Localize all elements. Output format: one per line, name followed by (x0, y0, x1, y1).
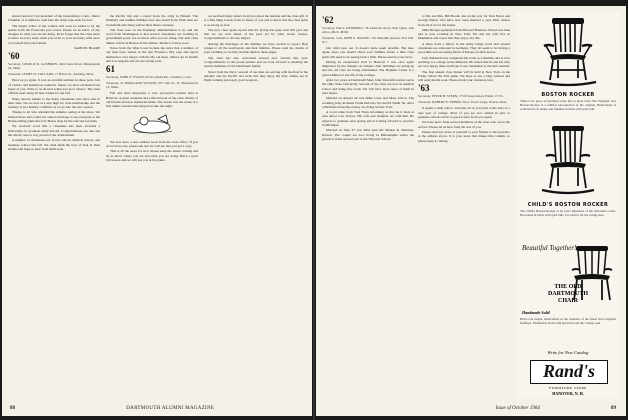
old-dartmouth-chair-title: THE OLD DARTMOUTH CHAIR (547, 284, 589, 304)
class-heading-62: '62 (322, 15, 334, 25)
dartmouth-chair-description: Hard rock maple, handcrafted in the tradition of the finest New England furniture. Finished in black with gold trim and the College seal. (520, 317, 616, 325)
paragraph: Our third year out. It doesn't quite seem possible. But here again, news you should check your families about; a little class spirit will need to be seeing back a little. Please send us your news. (322, 46, 414, 59)
paragraph: we received many letters from you about the reunion and the class gift. It is a fine thing to hear from so many of you and to know that the class spirit is as strong as ever. (204, 14, 308, 27)
paragraph: During an exceptional visit to Hanover I was once again impressed by the changes on campus. New buildings are going up and the old ones are being refurbished. The Hopkins Center is a great addition to the life of the College. (322, 59, 414, 77)
paragraph: The first annual class dinner will be held in New York on the Friday before the Yale game. We hope to see a large turnout and will send details soon. Please mark your calendars now. (418, 69, 510, 83)
paragraph: Mike Hodges graduated from Harvard Business School last June and is now working in New York. He and his wife live in Manhattan and report that they enjoy city life. (418, 27, 510, 41)
rands-advertisement (516, 12, 620, 398)
handmade-label: Handmade Solid (522, 310, 550, 315)
paragraph: That is all the news for now. Please keep the letters coming and let us know where you are and what you are doing. Have a good fall season and we will see you at the game. (106, 149, 198, 162)
secretary-line: Secretary, PAUL WEINBERG, 58 Anderson Road, East Quad, Ann Arbor, Mich. 48104 (322, 26, 414, 34)
secretary-line: Secretary, JOHN N. EVANS, 84 Woodland Rd., Cheshire, Conn. (106, 75, 192, 80)
paragraph: Among the marriages of the summer we have several to report. Best wishes to all the newlyweds and their families. Please send the details of your wedding so we may include them in these pages. (204, 41, 308, 55)
paragraph: News from the Navy: several of our men are serving with the fleet in the Atlantic and the Pacific and write that they enjoy the duty. Others are in flight training and report good progress. (204, 69, 308, 83)
page-folio-left (10, 406, 300, 411)
paragraph: The class note on the Kennedy administration is in, and the word from Washington is that several classmates are working in government posts. Let us know what you are doing. Our next class dinner will be in Boston in November, details to follow soon. (106, 27, 198, 45)
paragraph: Many sincere thanks to the many classmates who have sent in their dues. We are now at a new high for class membership and the treasury is in a healthy condition as we go into the new season. (8, 96, 100, 110)
treasurer-line: Treasurer, ROBERT E. WEBER, Navy Travel Large, Natick, Mass. (418, 100, 508, 105)
paragraph: A number of classmates are in law school, medical school, and business school this fall. We wish them the best of luck in their studies and hope to hear from them soon. (8, 138, 100, 151)
column-3 (204, 14, 308, 386)
paragraph: Jack Weinstein has completed his work at Columbia and is now teaching at a college in the Midwest. He writes that he and his wife are very happy there and hope to see classmates at the next reunion. (418, 55, 510, 69)
paragraph: The bright orders of the women will soon be added to by the sparks from the Franconia post boxes. Please let us know of any changes in what you are all doing. Don't forget that the class news is better in every issue when you write to your secretary with news of yourself and your friends. (8, 23, 100, 45)
paragraph: Notes from the West Coast include the news that a number of our men have settled in the San Francisco Bay area and report themselves very happy with the life out there. Others are in Seattle and Los Angeles and are also doing well. (106, 46, 198, 63)
class-heading-63: '63 (418, 83, 430, 94)
store-type: FURNITURE STORE (549, 386, 587, 390)
treasurer-line: Treasurer, D. KIRKLAND WILSON, 627 Oak St., St. Minneapolis 14, Minn. (106, 81, 198, 90)
class-heading-61: 61 (106, 64, 115, 75)
paragraph: We have news from several members of the class who are in the service. Please let us hear from the rest of you. (418, 120, 510, 129)
column-2 (418, 14, 510, 386)
paragraph: to Mr. and Mrs. Bill Booth, and on the way for Tom Ferrer and George Bellos who have now been married a year. Best wishes from all of us for the future. (418, 14, 510, 27)
paragraph: Thanks to all who attended the summer outing at the shore. We missed those who could not attend and hope to see everyone at the Homecoming game this fall. Please drop by the tent and say hello. (8, 110, 100, 124)
signature: SAMUEL BLAKE (74, 46, 100, 51)
childs-rocker-image (540, 124, 604, 198)
secretary-line: Secretary, GEORGE R. GOSHORN, 2424 Lake Road, Minneapolis 24, Minn. (8, 62, 100, 71)
secretary-line: Secretary, PETER H. STERN, 1750 Chapel Road, Elkins 17, Pa. (418, 94, 504, 99)
paragraph: After two years at Dartmouth Med, John Schwamb started out in the Ohio State University. Several of the class are now in medical school and doing fine work. We will have more news of them in later issues. (322, 78, 414, 95)
paragraph: Here we go again. It was an eventful summer in these parts, lots of visitors and hometown reunions. Surely we have all heard from many of you. Write to us about it when you get a chance. The class officers send along all best wishes for the fall. (8, 78, 100, 96)
cartoon-illustration (106, 111, 198, 136)
right-page (316, 6, 626, 416)
boston-rocker-description: There is no piece of furniture today that is more truly New England. Our Boston Rocker is a faithful reproduction of the original. Hand-made of solid hard rock maple and finished in black with gold trim. (520, 99, 616, 111)
paragraph: The class has also welcomed several new arrivals this year. Congratulations to the proud parents and we look forward to meeting the newest members of the Dartmouth family. (204, 55, 308, 69)
boston-rocker-caption: BOSTON ROCKER (541, 92, 595, 98)
column-1 (8, 14, 100, 386)
paragraph: The new class agent reports that the giving has gone well this year and that we are well ahead of the pace set by other recent classes. Congratulations to all who helped. (204, 27, 308, 41)
paragraph: Please send any news of yourself or your friends to the secretary at the address above. It is your news that makes this column, so please keep it coming. (418, 129, 510, 143)
rands-logo: Rand's (530, 360, 608, 384)
left-page (2, 6, 312, 416)
page-number: 89 (611, 406, 616, 411)
paragraph: We now have a new address book from the class office. If you do not have one, please ask and we will see that you get a copy. (106, 139, 198, 149)
paragraph: Fall and most important, a very successful reunion held at Hanover. A great weekend and a fine turnout of the class. Plenty of old friends and new memories made. The Green was the scene of a fine dinner and the band played on into the night. (106, 91, 198, 109)
paragraph: It seems a little odd to welcome all of you back at the start of a new year of college. Most of you are now settled in jobs or graduate schools and it is good to hear from you again. (418, 106, 510, 120)
boston-rocker-image (536, 16, 600, 90)
magazine-title: DARTMOUTH ALUMNI MAGAZINE (126, 406, 215, 411)
issue-date: Issue of October 1964 (495, 406, 540, 411)
class-heading-60: '60 (8, 51, 20, 62)
paragraph: A word came from Tom Faley informing us that he is back at Ann Arbor Law School. His wife and daughter are with him. He expects to graduate next spring and is looking forward to practice in Michigan. (322, 110, 414, 128)
store-location: HANOVER, N. H. (552, 391, 584, 396)
column-2 (106, 14, 198, 386)
treasurer-line: Treasurer, JAMES W. COLLARD, 71 Haven St., Reading, Mass. (8, 72, 95, 77)
treasurer-line: Treasurer, CAL JOHN E. KRUIZE, 130 Meredith Avenue, Fort Dix, N.J. (322, 36, 414, 44)
page-folio-right (326, 406, 616, 411)
childs-rocker-description: The Child's Boston Rocker is an exact miniature of the full-sized rocker. Decorated in black with gold trim, it is perfect for the young ones. (520, 209, 616, 217)
paragraph: Married on June 27 was Miss Ann Mc Mahon in Shawnee, Kansas. The couple are now living in Philadelphia where the groom is in his second year at the Wharton School. (322, 128, 414, 141)
paragraph: the Pacific trip and a report from the army in Hawaii. The Pillsbury and Jenkins families were also heard from. Both men are in uniform and doing well in their duties overseas. (106, 14, 198, 27)
paragraph: Married on August 29 was Mike Carel and Mary Ulrich. The wedding party included Frank DeCarlo '62 and Ed Smith '62. After a Bermuda honeymoon they are living in New York. (322, 96, 414, 109)
page-number: 88 (10, 406, 15, 411)
column-1 (322, 14, 414, 386)
childs-rocker-caption: CHILD'S BOSTON ROCKER (527, 202, 609, 208)
catalog-callout: Write for New Catalog (547, 350, 589, 355)
ad-tagline: Beautiful Together! (522, 244, 577, 252)
paragraph: A letter from a fellow in the Army brings word that several classmates are stationed in Germany. They all seem to be having a good time and are seeing much of Europe on their leaves. (418, 41, 510, 55)
paragraph: We received word that a classmate has been awarded a fellowship for graduate study abroad. Congratulations are due and the whole class is very proud of the achievement. (8, 124, 100, 137)
paragraph: elected interval vice president of the Glastonbury, Conn., Junior Chamber of Commerce. And here the ticker tape ends for now. (8, 14, 100, 23)
